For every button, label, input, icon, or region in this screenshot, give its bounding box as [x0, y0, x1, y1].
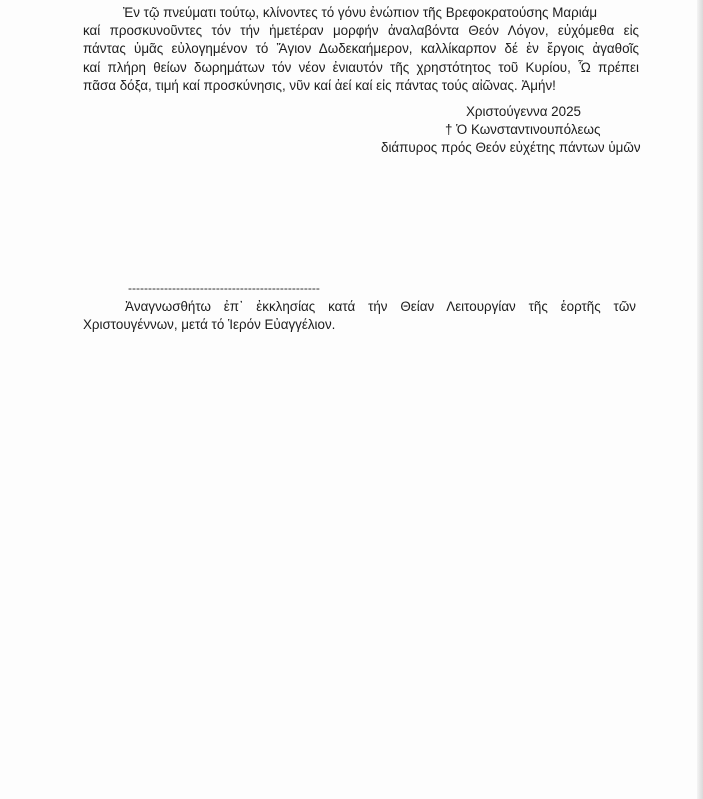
footnote-separator: ------------------------------------------------ [128, 281, 320, 295]
body-line: πάντας ὑμᾶς εὐλογημένον τό Ἅγιον Δωδεκαήμερον, καλλίκαρπον δέ ἐν ἔργοις ἀγαθοῖς [83, 41, 639, 57]
signature-title: † Ὁ Κωνσταντινουπόλεως [445, 122, 601, 137]
signature-closing: διάπυρος πρός Θεόν εὐχέτης πάντων ὑμῶν [381, 140, 641, 155]
body-line: πᾶσα δόξα, τιμή καί προσκύνησις, νῦν καί ἀεί καί εἰς πάντας τούς αἰῶνας. Ἀμήν! [83, 77, 556, 93]
body-line: καί προσκυνοῦντες τόν τήν ἡμετέραν μορφήν ἀναλαβόντα Θεόν Λόγον, εὐχόμεθα εἰς [83, 23, 639, 39]
body-paragraph [83, 4, 639, 95]
reading-instruction-note [83, 298, 636, 335]
page-edge-shadow [697, 0, 703, 799]
signature-date: Χριστούγεννα 2025 [466, 104, 581, 119]
body-line: Ἐν τῷ πνεύματι τούτῳ, κλίνοντες τό γόνυ ἐνώπιον τῆς Βρεφοκρατούσης Μαριάμ [123, 5, 598, 20]
note-line: Χριστουγέννων, μετά τό Ἱερόν Εὐαγγέλιον. [83, 317, 336, 333]
body-line: καί πλήρη θείων δωρημάτων τόν νέον ἐνιαυτόν τῆς χρηστότητος τοῦ Κυρίου, Ὧ πρέπει [83, 59, 639, 75]
note-line: Ἀναγνωσθήτω ἐπ᾽ ἐκκλησίας κατά τήν Θείαν Λειτουργίαν τῆς ἑορτῆς τῶν [125, 299, 636, 314]
